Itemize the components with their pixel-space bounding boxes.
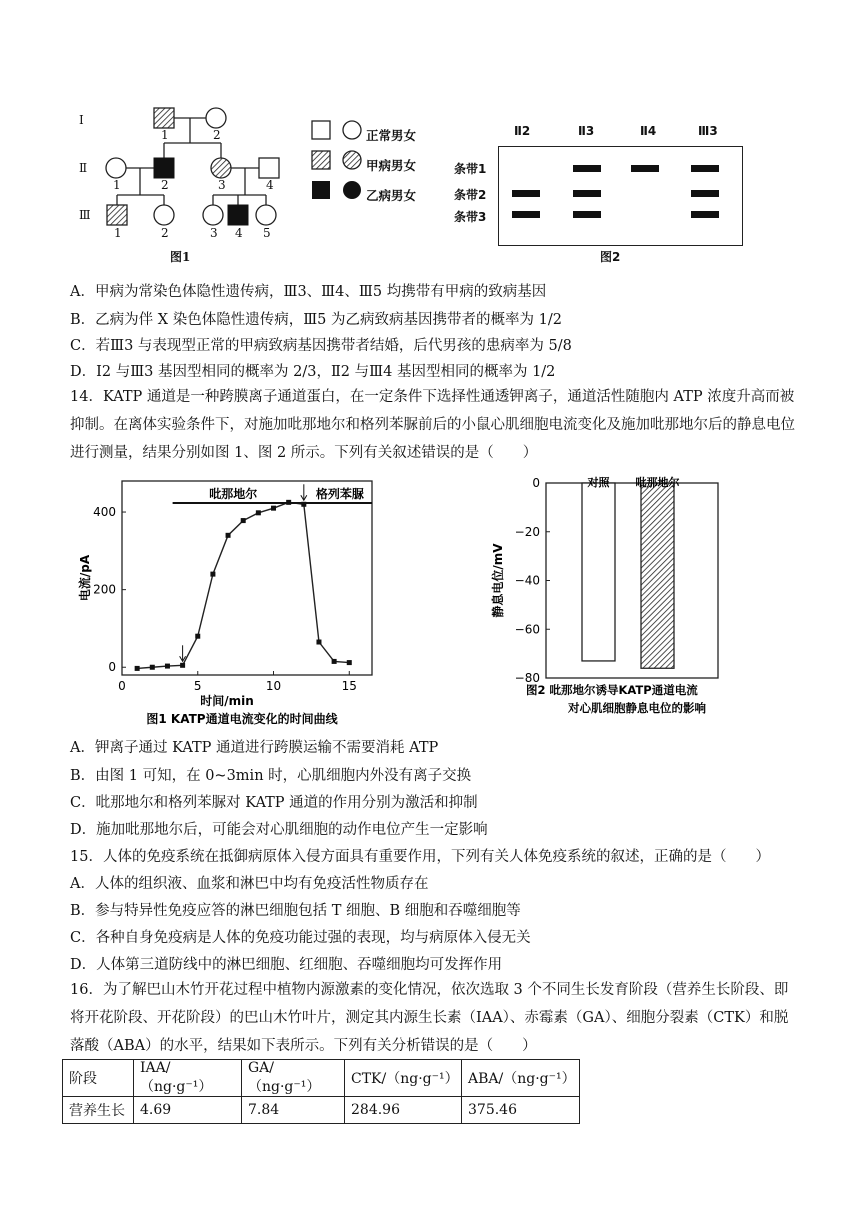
data-point — [150, 665, 155, 670]
data-point — [271, 506, 276, 511]
table-header-cell: ABA/（ng·g⁻¹） — [462, 1060, 580, 1097]
bar-category-label: 吡那地尔 — [635, 476, 680, 489]
ind-label: 3 — [218, 178, 226, 192]
data-point — [316, 640, 321, 645]
ind-label: 1 — [114, 226, 122, 240]
band-II2-3 — [512, 211, 540, 218]
data-point — [195, 634, 200, 639]
ind-label: 2 — [161, 226, 169, 240]
q14-option-b: B．由图 1 可知，在 0~3min 时，心肌细胞内外没有离子交换 — [70, 768, 472, 784]
data-point — [210, 572, 215, 577]
x-tick-label: 5 — [193, 679, 202, 693]
data-point — [241, 518, 246, 523]
y-tick-label: 0 — [108, 660, 116, 675]
ind-label: 1 — [113, 178, 121, 192]
table-header-cell: IAA/（ng·g⁻¹） — [134, 1060, 242, 1097]
q15-option-b: B．参与特异性免疫应答的淋巴细胞包括 T 细胞、B 细胞和吞噬细胞等 — [70, 903, 521, 919]
gen-label-I: Ⅰ — [79, 113, 84, 127]
gel-row-label: 条带2 — [454, 188, 487, 202]
gel-row-label: 条带1 — [454, 162, 487, 176]
y-axis-label: 电流/pA — [78, 554, 92, 602]
x-tick-label: 0 — [118, 679, 126, 693]
ind-label: 5 — [263, 226, 271, 240]
q13-option-a: A．甲病为常染色体隐性遗传病，Ⅲ3、Ⅲ4、Ⅲ5 均携带有甲病的致病基因 — [70, 284, 547, 300]
q15-stem: 15．人体的免疫系统在抵御病原体入侵方面具有重要作用，下列有关人体免疫系统的叙述，正确的是（ ） — [70, 849, 770, 865]
gel-row-label: 条带3 — [454, 210, 487, 224]
table-cell: 375.46 — [462, 1097, 580, 1124]
q14-option-d: D．施加吡那地尔后，可能会对心肌细胞的动作电位产生一定影响 — [70, 822, 488, 838]
y-tick-label: −60 — [514, 622, 540, 637]
band-II4-1 — [631, 165, 659, 172]
y-axis-label: 静息电位/mV — [491, 543, 505, 618]
ind-label: 1 — [161, 128, 169, 142]
ind-label: 2 — [213, 128, 221, 142]
data-point — [180, 663, 185, 668]
chart-title-line-1: 图2 吡那地尔诱导KATP通道电流 — [526, 683, 698, 697]
y-tick-label: −20 — [514, 524, 540, 539]
gen-label-II: Ⅱ — [79, 161, 88, 175]
y-tick-label: 0 — [532, 476, 540, 490]
band-II3-1 — [573, 165, 601, 172]
ind-label: 4 — [266, 178, 274, 192]
pedigree-legend — [366, 121, 416, 211]
ind-label: 2 — [161, 178, 169, 192]
ind-label: 3 — [210, 226, 218, 240]
chart-title: 图1 KATP通道电流变化的时间曲线 — [146, 712, 338, 725]
table-cell: 营养生长 — [63, 1097, 134, 1124]
plot-frame — [546, 483, 718, 678]
chart-title-line-2: 对心肌细胞静息电位的影响 — [568, 701, 706, 715]
y-tick-label: 400 — [93, 505, 116, 520]
fig1-caption: 图1 — [170, 250, 191, 264]
legend-disease-b: 乙病男女 — [366, 188, 417, 203]
band-II3-3 — [573, 211, 601, 218]
data-point — [165, 664, 170, 669]
table-row — [63, 1097, 580, 1124]
data-point — [347, 660, 352, 665]
q14-stem: 14．KATP 通道是一种跨膜离子通道蛋白，在一定条件下选择性通透钾离子，通道活性随胞内 ATP 浓度升高而被抑制。在离体实验条件下，对施加吡那地尔和格列苯脲前后的小鼠心肌细胞电流变化及施加吡那地尔后的静息电位进行测量，结果分别如图 1、图 2 所示。下列有关叙述错误的是（ ） — [70, 389, 795, 461]
treatment-label-2: 格列苯脲 — [315, 487, 364, 501]
plot-frame — [122, 481, 372, 675]
x-tick-label: 15 — [341, 679, 357, 693]
table-header-cell: 阶段 — [63, 1060, 134, 1097]
q13-option-c: C．若Ⅲ3 与表现型正常的甲病致病基因携带者结婚，后代男孩的患病率为 5/8 — [70, 338, 572, 354]
gel-col-label: Ⅲ3 — [698, 124, 718, 138]
pedigree-labels — [70, 95, 285, 265]
legend-normal: 正常男女 — [366, 128, 417, 143]
gel-col-label: Ⅱ3 — [578, 124, 595, 138]
gel-bands — [498, 146, 743, 246]
q13-option-b: B．乙病为伴 X 染色体隐性遗传病，Ⅲ5 为乙病致病基因携带者的概率为 1/2 — [70, 312, 562, 328]
band-III3-2 — [691, 190, 719, 197]
table-cell: 4.69 — [134, 1097, 242, 1124]
data-point — [332, 659, 337, 664]
bar — [641, 483, 674, 668]
table-header-cell: CTK/（ng·g⁻¹） — [345, 1060, 462, 1097]
x-axis-label: 时间/min — [200, 694, 254, 708]
bar-category-label: 对照 — [587, 476, 610, 489]
q14-chart-2 — [486, 468, 726, 726]
hormone-table — [62, 1059, 580, 1124]
q15-option-a: A．人体的组织液、血浆和淋巴中均有免疫活性物质存在 — [70, 876, 429, 892]
gel-col-label: Ⅱ4 — [640, 124, 657, 138]
ind-label: 4 — [235, 226, 243, 240]
y-tick-label: −80 — [514, 671, 540, 685]
data-point — [256, 510, 261, 515]
band-III3-1 — [691, 165, 719, 172]
pedigree-legend-symbols — [310, 118, 362, 202]
table-cell: 7.84 — [242, 1097, 345, 1124]
table-header-cell: GA/（ng·g⁻¹） — [242, 1060, 345, 1097]
q15-option-d: D．人体第三道防线中的淋巴细胞、红细胞、吞噬细胞均可发挥作用 — [70, 957, 503, 973]
q14-option-a: A．钾离子通过 KATP 通道进行跨膜运输不需要消耗 ATP — [70, 740, 439, 756]
band-III3-3 — [691, 211, 719, 218]
band-II3-2 — [573, 190, 601, 197]
q14-chart-1 — [75, 473, 380, 725]
treatment-label-1: 吡那地尔 — [209, 487, 258, 501]
q13-option-d: D．Ⅰ2 与Ⅲ3 基因型相同的概率为 2/3，Ⅱ2 与Ⅲ4 基因型相同的概率为 1/2 — [70, 364, 556, 380]
data-point — [226, 533, 231, 538]
y-tick-label: −40 — [514, 573, 540, 588]
gel-col-label: Ⅱ2 — [514, 124, 531, 138]
legend-disease-a: 甲病男女 — [366, 158, 417, 173]
fig2-caption: 图2 — [600, 250, 621, 264]
q15-option-c: C．各种自身免疫病是人体的免疫功能过强的表现，均与病原体入侵无关 — [70, 930, 531, 946]
bar — [582, 483, 615, 661]
band-II2-2 — [512, 190, 540, 197]
y-tick-label: 200 — [93, 582, 116, 597]
table-header-row — [63, 1060, 580, 1097]
gen-label-III: Ⅲ — [79, 208, 91, 222]
table-cell: 284.96 — [345, 1097, 462, 1124]
data-point — [135, 666, 140, 671]
q14-option-c: C．吡那地尔和格列苯脲对 KATP 通道的作用分别为激活和抑制 — [70, 795, 478, 811]
x-tick-label: 10 — [265, 679, 282, 693]
q16-stem: 16．为了解巴山木竹开花过程中植物内源激素的变化情况，依次选取 3 个不同生长发育阶段（营养生长阶段、即将开花阶段、开花阶段）的巴山木竹叶片，测定其内源生长素（IAA）、赤霉素（GA）、细胞分裂素（CTK）和脱落酸（ABA）的水平，结果如下表所示。下列有关分析错误的是（ ） — [70, 982, 789, 1054]
